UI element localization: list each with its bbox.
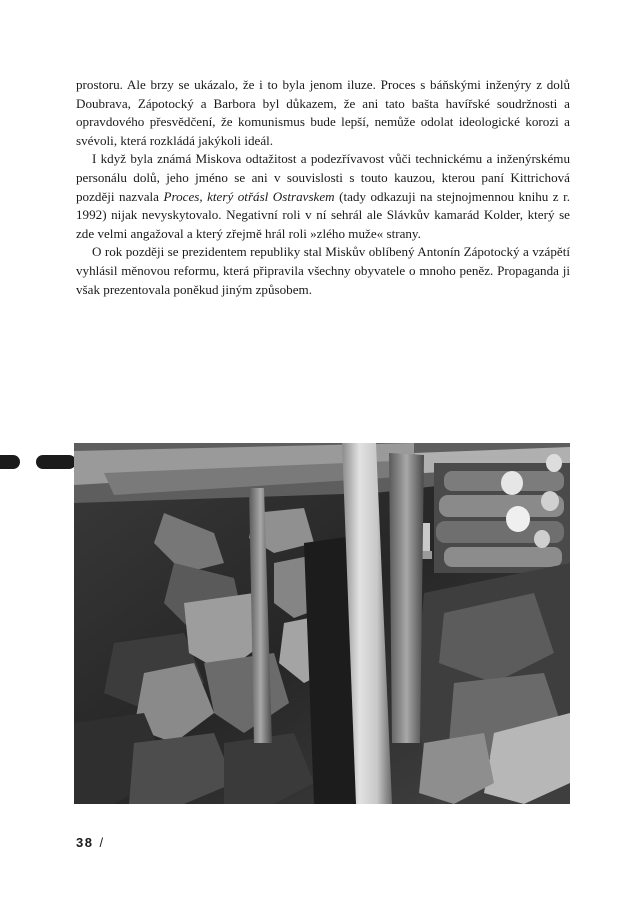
footer-separator: / [99, 835, 104, 850]
mine-tunnel-illustration [74, 443, 570, 804]
page-number: 38 [76, 835, 94, 850]
paragraph-2-text-start: I když byla známá Miskova odtažitost a podezřívavost vůči technickému a inženýrskému personálu dolů, jeho jméno se ani v souvislosti s touto kauzou, kterou paní Kittrichová později nazvala [76, 151, 570, 204]
tab-mark-right [36, 455, 76, 469]
body-text [76, 76, 570, 299]
page-footer [76, 835, 103, 850]
mine-photograph [74, 443, 570, 804]
paragraph-1: prostoru. Ale brzy se ukázalo, že i to byla jenom iluze. Proces s báňskými inženýry z dolů Doubrava, Zápotocký a Barbora byl důkazem, že ani tato bašta havířské soudržnosti a opravdového přesvědčení, že komunismus bude lepší, nemůže odolat ideologické korozi a svévoli, která rozkládá jakýkoli ideál. [76, 77, 570, 148]
paragraph-2-text-end: (tady odkazuji na stejnojmennou knihu z r. 1992) nijak nevyskytovalo. Negativní roli v ní sehrál ale Slávkův kamarád Kolder, který se zde velmi angažoval a který zřejmě hrál roli »zlého muže« strany. [76, 188, 570, 241]
chapter-tab-marks [0, 455, 80, 469]
book-title-italic: Proces, který otřásl Ostravskem [163, 188, 335, 204]
paragraph-3: O rok později se prezidentem republiky stal Miskův oblíbený Antonín Zápotocký a vzápětí vyhlásil měnovou reformu, která připravila všechny obyvatele o mnoho peněz. Propaganda ji však prezentovala poněkud jiným způsobem. [76, 244, 570, 297]
paragraph-2 [76, 150, 570, 243]
tab-mark-left [0, 455, 20, 469]
